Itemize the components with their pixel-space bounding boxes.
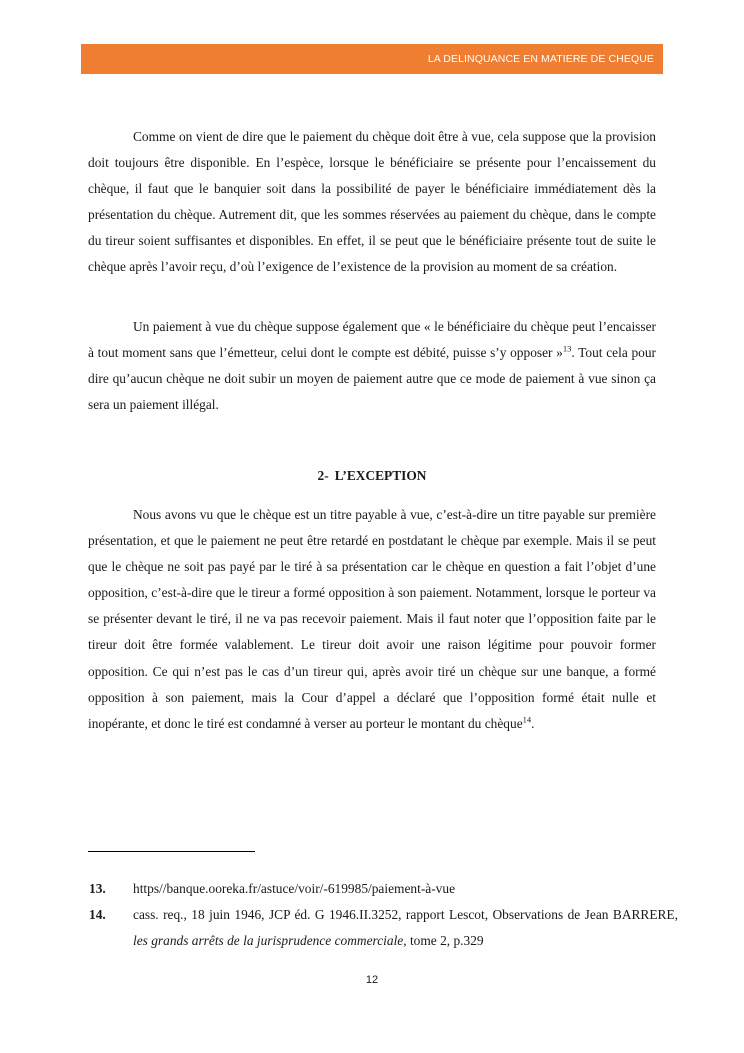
running-header-title: LA DELINQUANCE EN MATIERE DE CHEQUE	[427, 53, 654, 65]
paragraph-provision	[88, 124, 656, 281]
footnote-ref-13[interactable]: 13	[562, 343, 572, 354]
paragraph-opposition	[88, 502, 656, 737]
footnote-14-number: 14.	[89, 907, 106, 922]
paragraph-payment-text-end: . Tout cela pour dire qu’aucun chèque ne doit subir un moyen de paiement autre que ce mode de paiement à vue sinon ça sera un paiement illégal.	[88, 345, 656, 413]
footnote-13	[89, 876, 678, 902]
footnote-14-text-start: cass. req., 18 juin 1946, JCP éd. G 1946.II.3252, rapport Lescot, Observations de Jean BARRERE,	[133, 907, 678, 922]
footnote-14-book-title: les grands arrêts de la jurisprudence commerciale	[133, 933, 404, 948]
section-number: 2-	[317, 468, 329, 483]
paragraph-payment-on-sight	[88, 314, 656, 418]
footnote-13-number: 13.	[89, 881, 106, 896]
paragraph-provision-text: Comme on vient de dire que le paiement du chèque doit être à vue, cela suppose que la provision doit toujours être disponible. En l’espèce, lorsque le bénéficiaire se présente pour l’encaissement du chèque, il faut que le banquier soit dans la possibilité de payer le bénéficiaire immédiatement dès la présentation du chèque. Autrement dit, que les sommes réservées au paiement du chèque, dans le compte du tireur soient suffisantes et disponibles. En effet, il se peut que le bénéficiaire présente tout de suite le chèque après l’avoir reçu, d’où l’exigence de l’existence de la provision au moment de sa création.	[88, 129, 656, 275]
footnote-14	[89, 902, 678, 954]
footnote-separator	[88, 851, 255, 852]
section-heading-exception	[88, 465, 656, 487]
section-title: L’EXCEPTION	[334, 468, 427, 483]
paragraph-opposition-text-start: Nous avons vu que le chèque est un titre payable à vue, c’est-à-dire un titre payable sur première présentation, et que le paiement ne peut être retardé en postdatant le chèque par exemple. Mais il se peut que le chèque ne soit pas payé par le tiré à sa présentation car le chèque en question a fait l’objet d’une opposition, c’est-à-dire que le tireur a formé opposition à son paiement. Notamment, lorsque le porteur va se présenter devant le tiré, il ne va pas recevoir paiement. Mais il faut noter que l’opposition faite par le tireur doit être formée valablement. Le tireur doit avoir une raison légitime pour pouvoir former opposition. Ce qui n’est pas le cas d’un tireur qui, après avoir tiré un chèque sur une banque, a formé opposition à son paiement, mais la Cour d’appel a déclaré que l’opposition formé était nulle et inopérante, et donc le tiré est condamné à verser au porteur le montant du chèque	[88, 507, 656, 731]
footnote-ref-14[interactable]: 14	[522, 714, 532, 725]
page-number: 12	[365, 974, 379, 986]
footnote-14-text-end: , tome 2, p.329	[403, 933, 484, 948]
paragraph-opposition-text-end: .	[531, 715, 535, 731]
running-header-band	[81, 44, 663, 74]
paragraph-payment-text-start: Un paiement à vue du chèque suppose également que « le bénéficiaire du chèque peut l’encaisser à tout moment sans que l’émetteur, celui dont le compte est débité, puisse s’y opposer »	[88, 319, 656, 361]
footnote-13-link[interactable]: https//banque.ooreka.fr/astuce/voir/-619985/paiement-à-vue	[133, 881, 456, 896]
